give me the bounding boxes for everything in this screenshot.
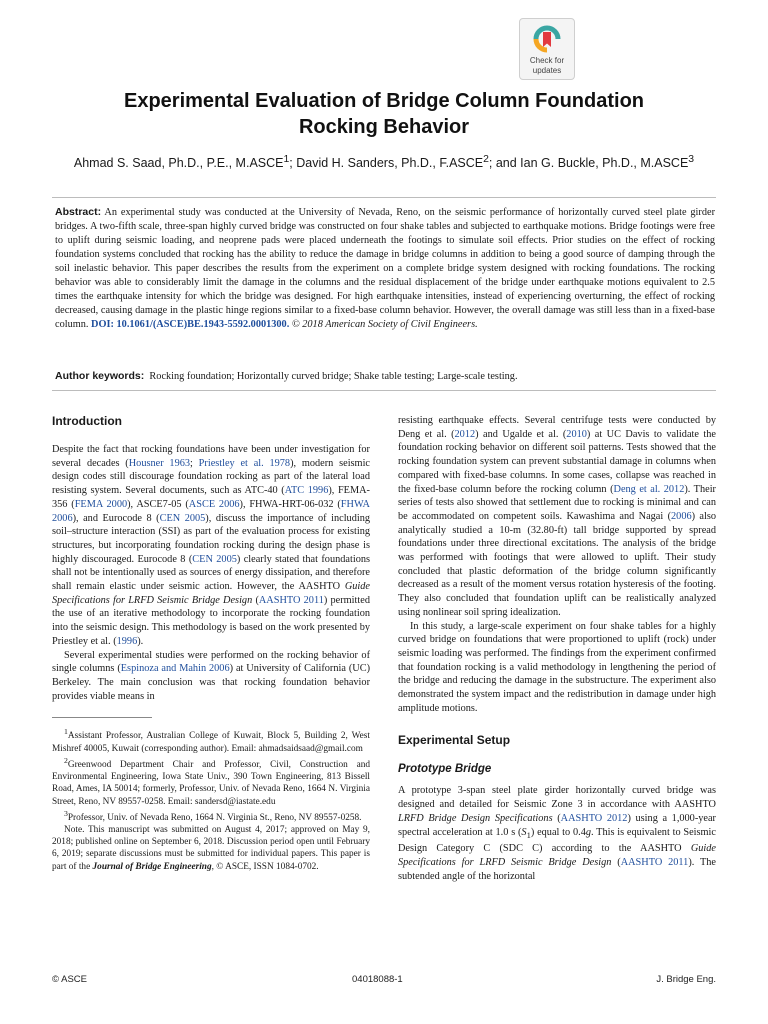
footnote-2: $^2$Greenwood Department Chair and Professor, Civil, Construction and Environmental Engineering, Iowa State Univ., 390 Town Engineering, 813 Bissell Road, Ames, IA 50014; formerly, Professor, Univ. of Nevada Reno, 1664 N. Virginia Street, Reno, NV 89557-0258. Email: sandersd@iastate.edu [52,755,370,807]
right-column [398,414,716,883]
footer-copyright: © ASCE [52,974,87,985]
author-3: ; and Ian G. Buckle, Ph.D., M.ASCE [488,156,689,171]
ref-link[interactable]: AASHTO 2011 [258,594,324,606]
copyright-line: © 2018 American Society of Civil Engineers. [289,319,478,330]
ref-link[interactable]: ATC 1996 [284,485,329,497]
abstract-label: Abstract: [55,206,102,218]
ref-link[interactable]: Deng et al. 2012 [613,483,685,495]
footnote-3: $^3$Professor, Univ. of Nevada Reno, 1664 N. Virginia St., Reno, NV 89557-0258. [64,808,362,823]
page-footer [52,974,716,986]
author-2: ; David H. Sanders, Ph.D., F.ASCE [289,156,484,171]
ref-link[interactable]: Espinoza and Mahin 2006 [120,663,230,675]
footer-article-number: 04018088-1 [352,974,403,985]
author-1-affil[interactable]: 1 [283,154,290,165]
author-list [30,152,738,171]
ref-link[interactable]: 2006 [671,510,692,522]
right-paragraph-1: resisting earthquake effects. Several centrifuge tests were conducted by Deng et al. (2012) and Ugalde et al. (2010) at UC Davis to validate the foundation rocking behavior on different soil patterns. Tests showed that the rocking foundation system can prevent substantial damage in columns when compared with fixed-base columns. In some cases, collapse was reached in the fixed-base column before the rocking column (Deng et al. 2012). Their series of tests also showed that settlement due to rocking is minimal and can be accommodated on competent soils. Kawashima and Nagai (2006) also analytically studied a 10-m (32.80-ft) tall bridge supported by spread foundations under three directional excitations. The analysis of the bridge was performed with footings that were allowed to uplift. Their study concluded that plastic deformation of the bridge column significantly decreased as a result of the moment versus rotation hysteresis of the footing. They also concluded that foundation uplift can be realistically analyzed using nonlinear soil spring idealization. [398,415,716,618]
submission-note: Note. This manuscript was submitted on August 4, 2017; approved on May 9, 2018; published online on September 6, 2018. Discussion period open until February 6, 2019; separate discussions must be submitted for individual papers. This paper is part of the Journal of Bridge Engineering, © ASCE, ISSN 1084-0702. [52,825,370,872]
doi-link[interactable]: 10.1061/(ASCE)BE.1943-5592.0001300. [116,319,290,330]
ref-link[interactable]: 2012 [454,428,476,440]
author-keywords [55,369,715,384]
ref-link[interactable]: ASCE 2006 [188,498,240,510]
ref-link[interactable]: AASHTO 2012 [560,812,628,824]
ref-link[interactable]: FHWA 2006 [52,498,370,524]
doi-label: DOI: [91,319,114,330]
crossmark-icon [532,23,562,55]
ref-link[interactable]: FEMA 2000 [74,498,128,510]
abstract [55,205,715,332]
footer-journal: J. Bridge Eng. [656,974,716,985]
divider-bottom [52,390,716,391]
prototype-bridge-heading: Prototype Bridge [398,763,492,776]
abstract-text: An experimental study was conducted at the University of Nevada, Reno, on the seismic performance of horizontally curved steel plate girder bridges. A two-fifth scale, three-span highly curved bridge was constructed on four shake tables and subjected to earthquake motions. Bridge footings were free to uplift during seismic loading, and neoprene pads were placed underneath the footings to simulate soil effects. Prior studies on the effect of rocking foundation systems concluded that rocking has the ability to reduce the damage in bridge columns in addition to being a good source of damping through the soil inelastic behavior. This paper describes the results from the experiment on a complete bridge system designed with rocking foundations. The rocking behavior was able to considerably limit the damage in the columns and the residual displacement of the bridge under earthquake motions equivalent to 2.5 times the earthquake intensity for which the bridge was designed. For high earthquake intensities, instead of experiencing overturning, the effect of rocking decreased, causing damage in the plastic hinge regions similar to a fixed-base column behavior. However, the overall damage was still less than in a fixed-base column. [55,207,715,330]
badge-label-line1: Check for [529,56,565,65]
title-line-2: Rocking Behavior [298,116,470,138]
check-for-updates-badge[interactable] [519,18,575,80]
badge-label-line2: updates [532,66,562,75]
footnote-1: $^1$Assistant Professor, Australian College of Kuwait, Block 5, Building 2, West Mishref 40005, Kuwait (corresponding author). Email: ahmadsaidsaad@gmail.com [52,727,370,754]
ref-link[interactable]: 1996 [116,635,138,647]
ref-link[interactable]: 2010 [566,428,587,440]
keywords-label: Author keywords: [55,370,145,382]
title-line-1: Experimental Evaluation of Bridge Column Foundation [123,90,645,112]
divider-top [52,197,716,198]
ref-link[interactable]: Priestley et al. 1978 [198,457,291,469]
keywords-text: Rocking foundation; Horizontally curved bridge; Shake table testing; Large-scale testing. [149,371,518,382]
intro-paragraph-1: Despite the fact that rocking foundations have been under investigation for several decades (Housner 1963; Priestley et al. 1978), modern seismic design codes still discourage foundation rocking as part of the lateral load resisting system. Several documents, such as ATC-40 (ATC 1996), FEMA-356 (FEMA 2000), ASCE7-05 (ASCE 2006), FHWA-HRT-06-032 (FHWA 2006), and Eurocode 8 (CEN 2005), discuss the importance of including soil–structure interaction (SSI) as part of the evaluation process for existing structures, but incorporating foundation rocking during the design phase is highly discouraged. Eurocode 8 (CEN 2005) clearly stated that foundations shall not be intentionally used as sources of energy dissipation, and therefore shall remain elastic under seismic action. However, the AASHTO Guide Specifications for LRFD Seismic Bridge Design (AASHTO 2011) permitted the use of an iterative methodology to incorporate the rocking foundation into the seismic design. This methodology is based on the work presented by Priestley et al. (1996). [52,444,371,647]
paper-title [40,88,728,140]
right-paragraph-2: In this study, a large-scale experiment on four shake tables for a highly curved bridge on foundations that were proportioned to uplift (rock) under seismic loading was performed. The findings from the experiment confirmed that foundation rocking is a valid methodology in lengthening the period of the bridge and reducing the damage in the substructure. The experiment also demonstrated the system impact and the redistribution in damage under high amplitude motions. [398,620,716,714]
left-column [52,414,370,873]
author-3-affil[interactable]: 3 [688,154,695,165]
ref-link[interactable]: CEN 2005 [192,553,237,565]
experimental-setup-heading: Experimental Setup [398,733,511,748]
author-1: Ahmad S. Saad, Ph.D., P.E., M.ASCE [73,156,284,171]
ref-link[interactable]: CEN 2005 [159,512,206,524]
ref-link[interactable]: AASHTO 2011 [620,857,689,869]
author-2-affil[interactable]: 2 [483,154,489,165]
ref-link[interactable]: Housner 1963 [128,457,191,469]
intro-paragraph-2: Several experimental studies were performed on the rocking behavior of single columns (Espinoza and Mahin 2006) at University of California (UC) Berkeley. The main conclusion was that rocking foundation behavior provides viable means in [52,649,371,702]
right-paragraph-3: A prototype 3-span steel plate girder horizontally curved bridge was designed and detailed for Seismic Zone 3 in accordance with AASHTO LRFD Bridge Design Specifications (AASHTO 2012) using a 1,000-year spectral acceleration at 1.0 s $(S_1)$ equal to 0.4g. This is equivalent to Seismic Design Category C (SDC C) according to the AASHTO Guide Specifications for LRFD Seismic Bridge Design (AASHTO 2011). The subtended angle of the horizontal [398,785,716,882]
introduction-heading: Introduction [52,414,122,428]
footnotes [52,726,370,873]
journal-name: Journal of Bridge Engineering [92,861,212,872]
footnote-rule [52,717,152,718]
